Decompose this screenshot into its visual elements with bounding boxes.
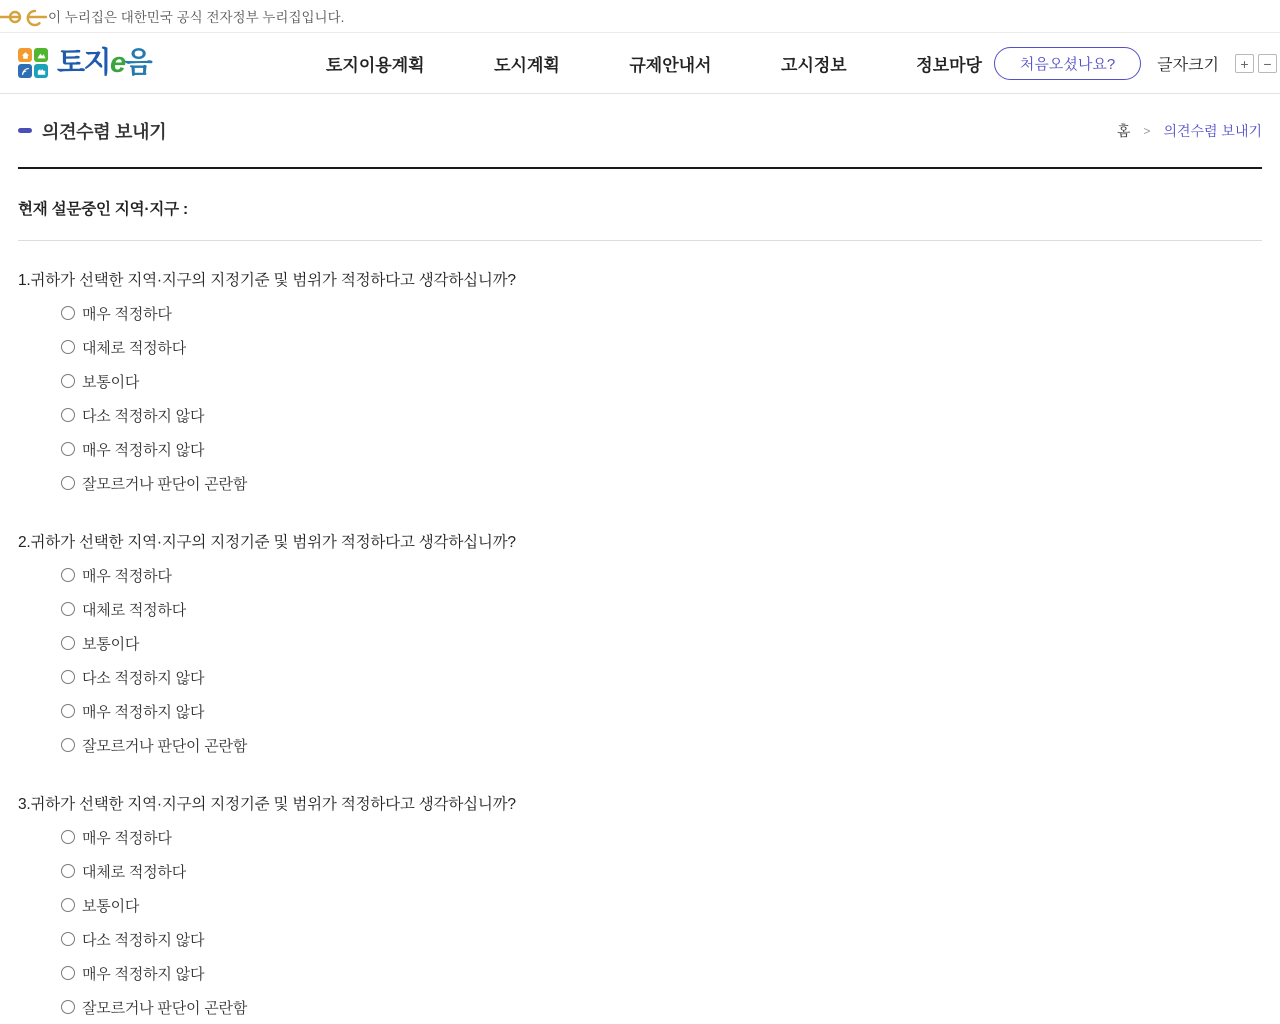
gov-banner-text: 이 누리집은 대한민국 공식 전자정부 누리집입니다.: [48, 10, 345, 25]
radio-button-icon[interactable]: [61, 476, 75, 490]
radio-option[interactable]: [18, 956, 1262, 990]
radio-option[interactable]: [18, 330, 1262, 364]
nav-item-city-plan[interactable]: 도시계획: [494, 56, 560, 75]
survey-question-2: [18, 530, 1262, 762]
radio-option-label: 매우 적정하다: [82, 305, 172, 323]
logo-wordmark: [57, 46, 152, 79]
question-title: 1.귀하가 선택한 지역·지구의 지정기준 및 범위가 적정하다고 생각하십니까?: [18, 272, 516, 289]
logo-text-eum: 음: [124, 46, 152, 79]
radio-option[interactable]: [18, 694, 1262, 728]
radio-option-label: 잘모르거나 판단이 곤란함: [82, 737, 248, 755]
radio-option[interactable]: [18, 820, 1262, 854]
radio-button-icon[interactable]: [61, 306, 75, 320]
building-icon: [34, 64, 48, 78]
survey-question-1: [18, 268, 1262, 500]
field-icon: [18, 64, 32, 78]
mountain-icon: [34, 48, 48, 62]
radio-button-icon[interactable]: [61, 340, 75, 354]
question-title: 2.귀하가 선택한 지역·지구의 지정기준 및 범위가 적정하다고 생각하십니까?: [18, 534, 516, 551]
radio-option-label: 대체로 적정하다: [82, 339, 186, 357]
radio-option-label: 다소 적정하지 않다: [82, 931, 205, 949]
main-nav: [326, 33, 982, 94]
radio-option-label: 다소 적정하지 않다: [82, 669, 205, 687]
survey-status-label: 현재 설문중인 지역·지구 :: [18, 169, 1262, 241]
header-utilities: [994, 33, 1277, 94]
radio-option[interactable]: [18, 660, 1262, 694]
nav-item-land-use-plan[interactable]: 토지이용계획: [326, 56, 425, 75]
radio-option[interactable]: [18, 888, 1262, 922]
radio-option-label: 보통이다: [82, 373, 140, 391]
radio-option-label: 매우 적정하다: [82, 829, 172, 847]
font-decrease-button[interactable]: −: [1258, 54, 1277, 73]
logo-symbol-icon: [18, 48, 48, 78]
radio-button-icon[interactable]: [61, 568, 75, 582]
page-title-group: [18, 118, 166, 144]
breadcrumb-current[interactable]: 의견수렴 보내기: [1163, 122, 1262, 139]
main-content: [18, 94, 1262, 1024]
radio-option-label: 다소 적정하지 않다: [82, 407, 205, 425]
radio-option-label: 매우 적정하지 않다: [82, 703, 205, 721]
page-title: 의견수렴 보내기: [42, 121, 167, 142]
radio-button-icon[interactable]: [61, 966, 75, 980]
radio-option-label: 매우 적정하지 않다: [82, 441, 205, 459]
radio-option-label: 대체로 적정하다: [82, 863, 186, 881]
radio-option-label: 대체로 적정하다: [82, 601, 186, 619]
radio-option[interactable]: [18, 558, 1262, 592]
radio-option[interactable]: [18, 398, 1262, 432]
font-size-label: 글자크기: [1157, 57, 1219, 74]
site-header: [0, 33, 1280, 94]
nav-item-info-plaza[interactable]: 정보마당: [916, 56, 982, 75]
radio-option-label: 보통이다: [82, 897, 140, 915]
radio-button-icon[interactable]: [61, 898, 75, 912]
radio-button-icon[interactable]: [61, 408, 75, 422]
radio-option[interactable]: [18, 854, 1262, 888]
page-title-row: [18, 94, 1262, 169]
logo-text-e: e: [110, 46, 125, 79]
radio-option-label: 잘모르거나 판단이 곤란함: [82, 999, 248, 1017]
radio-option[interactable]: [18, 592, 1262, 626]
radio-button-icon[interactable]: [61, 864, 75, 878]
breadcrumb-home[interactable]: 홈: [1116, 122, 1131, 139]
radio-option-label: 잘모르거나 판단이 곤란함: [82, 475, 248, 493]
radio-option-label: 보통이다: [82, 635, 140, 653]
radio-button-icon[interactable]: [61, 636, 75, 650]
radio-option[interactable]: [18, 364, 1262, 398]
radio-option[interactable]: [18, 626, 1262, 660]
site-logo[interactable]: [18, 48, 151, 78]
breadcrumb-separator-icon: >: [1143, 123, 1151, 138]
gov-emblem-icon: [0, 5, 47, 32]
title-bullet-icon: [18, 128, 32, 133]
house-icon: [18, 48, 32, 62]
radio-option[interactable]: [18, 922, 1262, 956]
gov-banner: [0, 0, 1280, 33]
first-visit-button[interactable]: 처음오셨나요?: [994, 47, 1141, 80]
question-title: 3.귀하가 선택한 지역·지구의 지정기준 및 범위가 적정하다고 생각하십니까?: [18, 796, 516, 813]
breadcrumb: [1117, 121, 1262, 141]
radio-option[interactable]: [18, 990, 1262, 1024]
radio-option[interactable]: [18, 728, 1262, 762]
radio-button-icon[interactable]: [61, 1000, 75, 1014]
logo-text-toji: 토지: [57, 46, 111, 79]
survey-question-list: [18, 241, 1262, 1024]
nav-item-regulation-guide[interactable]: 규제안내서: [629, 56, 712, 75]
radio-option-label: 매우 적정하지 않다: [82, 965, 205, 983]
font-increase-button[interactable]: +: [1235, 54, 1254, 73]
survey-question-3: [18, 792, 1262, 1024]
radio-button-icon[interactable]: [61, 830, 75, 844]
radio-option[interactable]: [18, 296, 1262, 330]
radio-button-icon[interactable]: [61, 932, 75, 946]
radio-option[interactable]: [18, 466, 1262, 500]
nav-item-notice-info[interactable]: 고시정보: [781, 56, 847, 75]
radio-option-label: 매우 적정하다: [82, 567, 172, 585]
radio-button-icon[interactable]: [61, 704, 75, 718]
radio-button-icon[interactable]: [61, 670, 75, 684]
radio-button-icon[interactable]: [61, 442, 75, 456]
radio-button-icon[interactable]: [61, 738, 75, 752]
radio-button-icon[interactable]: [61, 374, 75, 388]
radio-option[interactable]: [18, 432, 1262, 466]
radio-button-icon[interactable]: [61, 602, 75, 616]
